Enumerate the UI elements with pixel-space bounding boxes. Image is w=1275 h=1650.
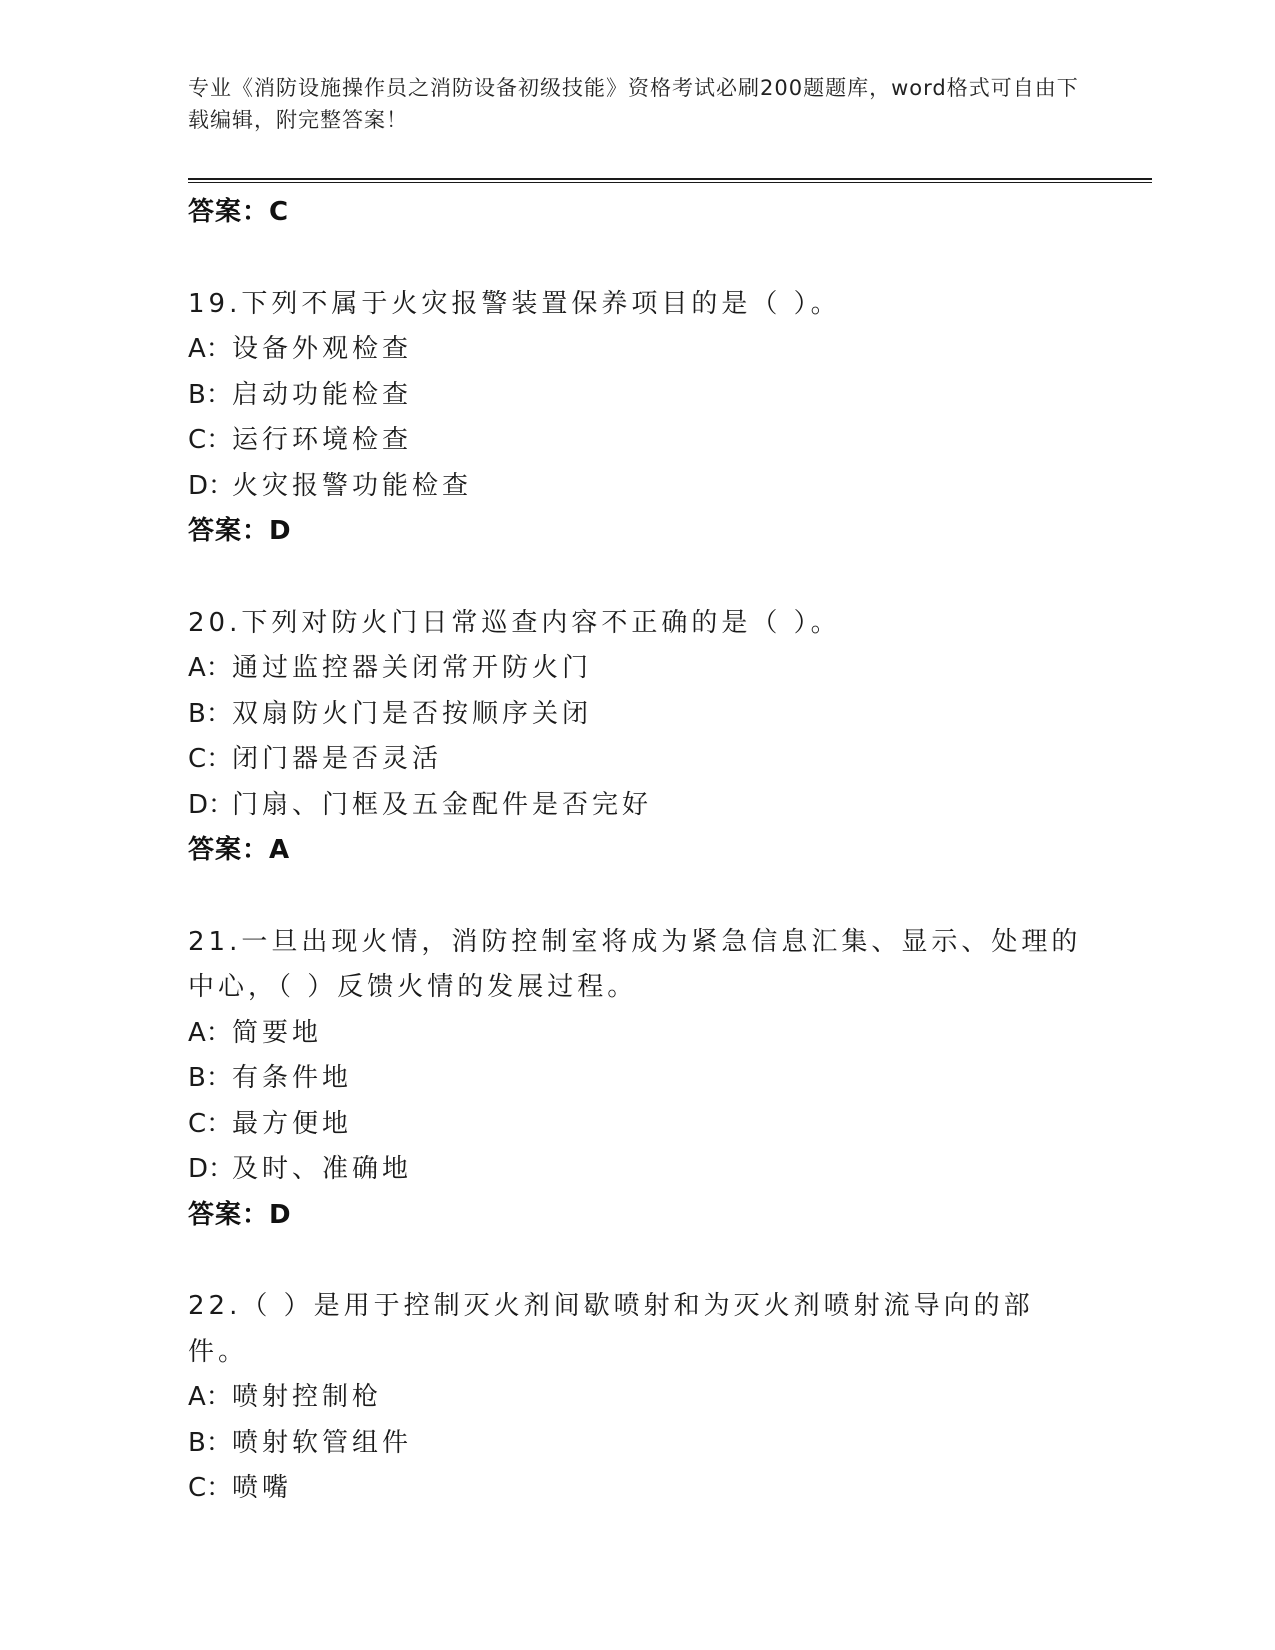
question-text: 21.一旦出现火情，消防控制室将成为紧急信息汇集、显示、处理的中心，（ ）反馈火情的发展过程。: [188, 926, 1082, 1002]
answer-line: [188, 190, 1152, 236]
question-block: [188, 1284, 1152, 1512]
option-text: 闭门器是否灵活: [232, 744, 443, 774]
question-text: 20.下列对防火门日常巡查内容不正确的是（ ）。: [188, 607, 841, 638]
answer-value: A: [269, 835, 291, 865]
option-text: 简要地: [232, 1017, 323, 1048]
option-label: C：: [188, 1108, 233, 1139]
option-a: [188, 646, 1152, 692]
answer-label: 答案：: [188, 1199, 270, 1230]
option-text: 喷射控制枪: [232, 1382, 383, 1412]
option-label: D：: [188, 470, 235, 501]
question-block: [188, 601, 1152, 874]
option-a: [188, 1011, 1152, 1057]
option-label: D：: [188, 789, 235, 820]
option-c: [188, 418, 1152, 464]
option-text: 双扇防火门是否按顺序关闭: [232, 698, 593, 729]
option-d: [188, 1147, 1152, 1193]
option-label: B：: [188, 1063, 232, 1093]
option-text: 及时、准确地: [232, 1154, 413, 1184]
option-label: A：: [188, 1382, 232, 1412]
answer-value: D: [269, 516, 292, 546]
option-text: 运行环境检查: [232, 425, 413, 455]
document-header: 专业《消防设施操作员之消防设备初级技能》资格考试必刷200题题库，word格式可自由下载编辑，附完整答案！: [188, 76, 1079, 132]
option-c: [188, 1466, 1152, 1512]
header-divider: [188, 178, 1152, 183]
option-a: [188, 327, 1152, 373]
option-c: [188, 1102, 1152, 1148]
question-block: [188, 920, 1152, 1239]
option-text: 通过监控器关闭常开防火门: [232, 653, 593, 683]
option-text: 喷射软管组件: [232, 1427, 413, 1458]
answer-label: 答案：: [188, 516, 270, 546]
option-b: [188, 1056, 1152, 1102]
option-label: C：: [188, 425, 233, 455]
option-b: [188, 373, 1152, 419]
answer-line: [188, 828, 1152, 874]
option-label: B：: [188, 379, 232, 410]
option-text: 有条件地: [232, 1063, 353, 1093]
option-text: 门扇、门框及五金配件是否完好: [232, 789, 653, 820]
question-list: [188, 190, 1152, 1512]
option-text: 启动功能检查: [232, 379, 413, 410]
option-label: C：: [188, 1473, 233, 1503]
option-b: [188, 1421, 1152, 1467]
option-label: A：: [188, 653, 232, 683]
option-label: B：: [188, 1427, 232, 1458]
option-label: A：: [188, 1017, 232, 1048]
option-a: [188, 1375, 1152, 1421]
answer-label: 答案：: [188, 835, 270, 865]
question-text: 19.下列不属于火灾报警装置保养项目的是（ ）。: [188, 288, 841, 319]
option-label: A：: [188, 334, 232, 364]
option-d: [188, 464, 1152, 510]
option-text: 火灾报警功能检查: [232, 470, 473, 501]
answer-line: [188, 1193, 1152, 1239]
option-label: C：: [188, 744, 233, 774]
option-b: [188, 692, 1152, 738]
option-text: 最方便地: [232, 1108, 353, 1139]
question-text: 22.（ ）是用于控制灭火剂间歇喷射和为灭火剂喷射流导向的部件。: [188, 1291, 1034, 1367]
option-c: [188, 737, 1152, 783]
answer-label: 答案：: [188, 197, 270, 227]
answer-value: C: [269, 197, 290, 227]
option-label: D：: [188, 1154, 235, 1184]
question-block: [188, 282, 1152, 555]
answer-line: [188, 509, 1152, 555]
option-label: B：: [188, 698, 232, 729]
option-text: 设备外观检查: [232, 334, 413, 364]
option-text: 喷嘴: [232, 1473, 293, 1503]
option-d: [188, 783, 1152, 829]
answer-value: D: [269, 1199, 292, 1230]
